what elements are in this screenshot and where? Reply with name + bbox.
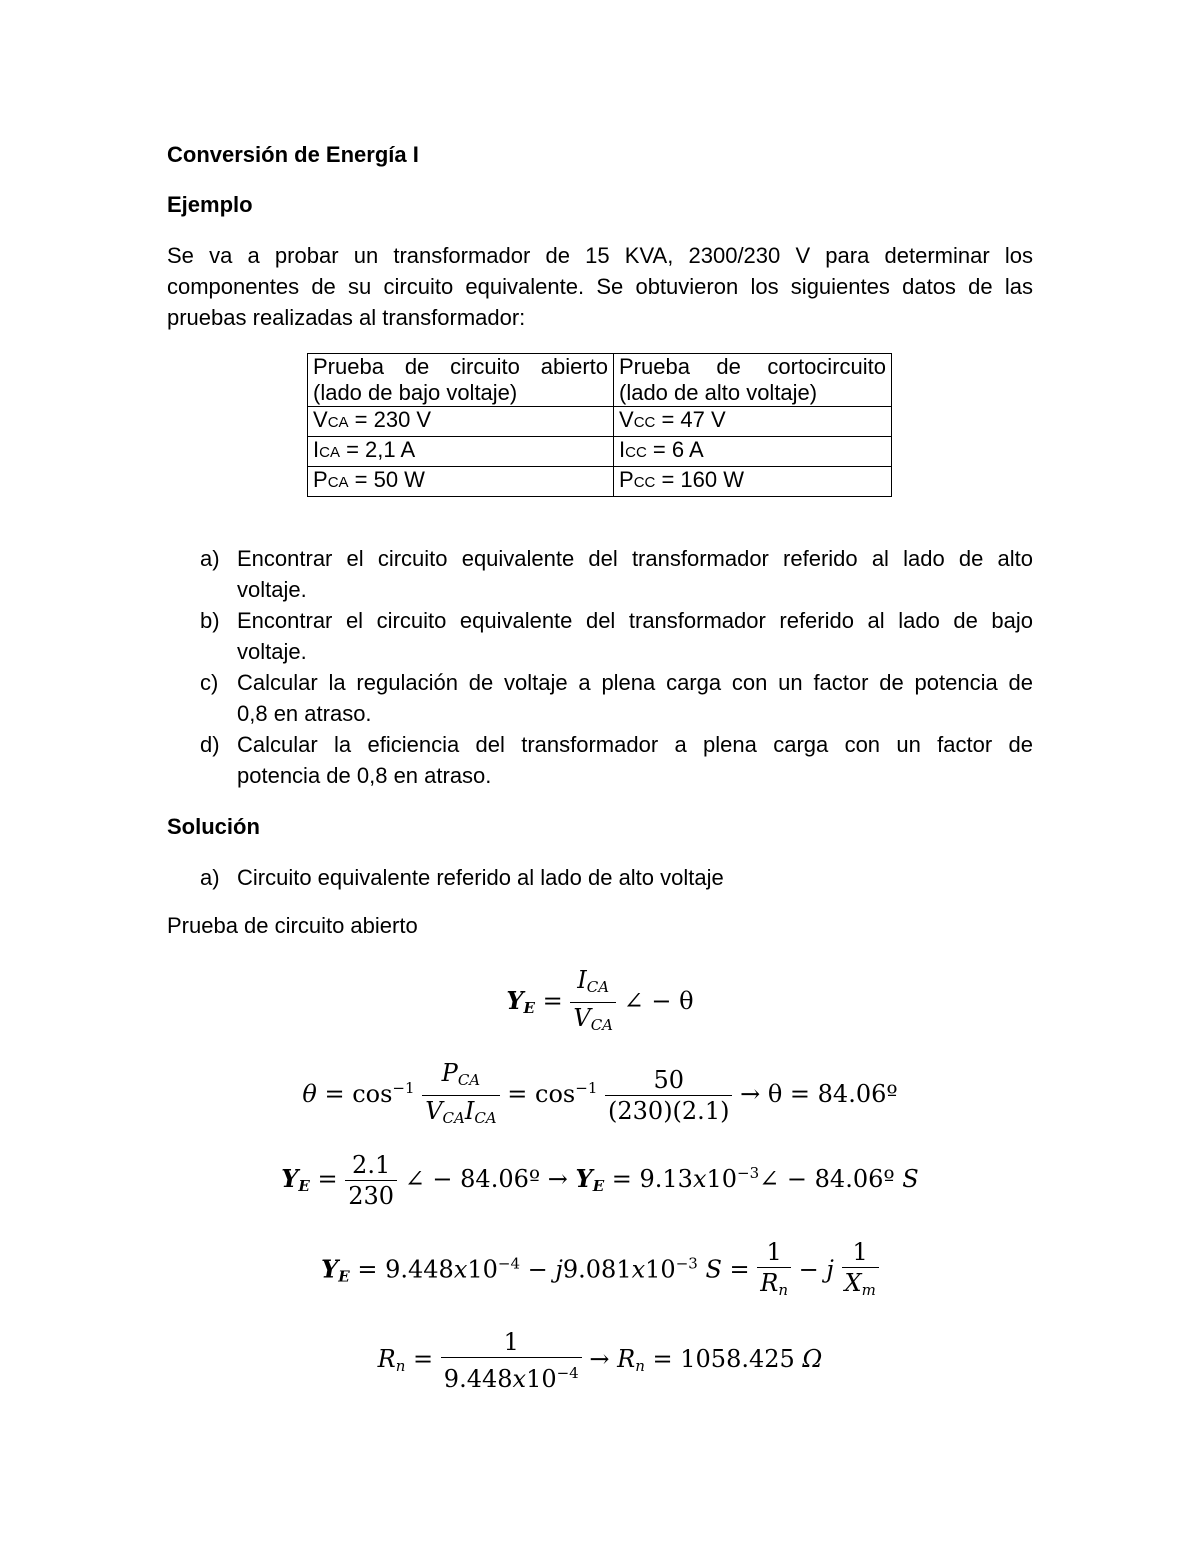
list-item-text: Calcular la eficiencia del transformador a plena carga con un factor de (237, 732, 1033, 757)
table-cell (308, 437, 614, 467)
cell-subscript: CC (625, 444, 647, 461)
list-item-label: b) (200, 608, 220, 633)
math-symbol: Y (506, 986, 524, 1015)
intro-line: componentes de su circuito equivalente. Se obtuvieron los siguientes datos de las (167, 274, 1033, 299)
table-row (308, 467, 892, 497)
list-item-text: Encontrar el circuito equivalente del transformador referido al lado de alto (237, 546, 1033, 571)
math-symbol: I (464, 1097, 475, 1125)
math-subscript: n (778, 1281, 789, 1299)
math-number: 10 (467, 1255, 498, 1284)
math-number: 1 (441, 1327, 582, 1358)
equation-admittance-def: $Y_E$ = $\frac{I_{CA}}{V_{CA}}$ ∠ − θ (0, 965, 1200, 1040)
table-header-cell (614, 354, 892, 407)
math-text: → θ = 84.06º (740, 1080, 898, 1108)
math-subscript: m (861, 1281, 876, 1299)
open-circuit-title: Prueba de circuito abierto (167, 913, 418, 938)
math-number: 2.1 (345, 1150, 397, 1181)
test-data-table (307, 353, 892, 497)
table-row (308, 407, 892, 437)
math-symbol: R (760, 1269, 779, 1297)
math-number: = 9.13 (611, 1165, 693, 1193)
math-text: → (589, 1345, 610, 1373)
cell-subscript: CA (327, 414, 349, 431)
list-item (200, 729, 1033, 791)
heading-example: Ejemplo (167, 192, 253, 217)
solution-list (200, 862, 1033, 893)
intro-line: pruebas realizadas al transformador: (167, 305, 526, 330)
math-number: = 1058.425 (652, 1345, 795, 1373)
math-text: − (791, 1255, 827, 1284)
math-symbol: Y (575, 1164, 593, 1193)
math-symbol: j (555, 1255, 563, 1284)
cell-value: = 47 V (655, 407, 726, 432)
heading-solution: Solución (167, 814, 260, 839)
math-fraction (345, 1150, 397, 1211)
math-text: − (520, 1255, 556, 1284)
math-symbol: j (826, 1255, 834, 1284)
intro-paragraph (167, 240, 1033, 333)
math-number: 1 (757, 1237, 791, 1268)
cell-symbol: P (313, 467, 328, 492)
list-item-label: d) (200, 732, 220, 757)
cell-symbol: V (313, 407, 328, 432)
math-symbol: P (441, 1059, 458, 1087)
math-superscript: −1 (392, 1079, 415, 1097)
table-header-row (308, 354, 892, 407)
math-number: 9.081 (562, 1255, 632, 1284)
cell-value: = 160 W (655, 467, 745, 492)
math-superscript: −1 (575, 1079, 598, 1097)
math-fraction (605, 1065, 732, 1126)
math-fraction (757, 1237, 791, 1305)
list-item-text: Encontrar el circuito equivalente del transformador referido al lado de bajo (237, 608, 1033, 633)
list-item-text: voltaje. (237, 577, 307, 602)
cell-subscript: CA (319, 444, 340, 461)
table-cell (614, 467, 892, 497)
header-text: (lado de alto voltaje) (619, 380, 818, 405)
math-subscript: n (395, 1357, 406, 1375)
table-cell (308, 467, 614, 497)
cell-symbol: I (619, 437, 626, 462)
math-text: cos (535, 1080, 576, 1108)
math-superscript: −4 (497, 1254, 521, 1273)
math-symbol: S (902, 1165, 919, 1193)
math-subscript: E (523, 999, 535, 1017)
math-symbol: I (577, 966, 587, 994)
intro-line: Se va a probar un transformador de 15 KVA, 2300/230 V para determinar los (167, 243, 1033, 268)
list-item-text: 0,8 en atraso. (237, 701, 372, 726)
math-symbol: θ (302, 1080, 317, 1108)
math-fraction (441, 1327, 582, 1394)
cell-symbol: I (313, 437, 320, 462)
cell-value: = 2,1 A (339, 437, 416, 462)
list-item (200, 862, 1033, 893)
math-symbol: V (425, 1097, 443, 1125)
math-subscript: E (298, 1177, 310, 1195)
equation-theta: $\theta = \cos^{-1}$ $\frac{P_{CA}}{V_{CA}I_{CA}}$ = $\cos^{-1}$ $\frac{50}{(230)(2.1)}$ → θ = 84.06º (0, 1058, 1200, 1133)
cell-value: = 50 W (348, 467, 425, 492)
math-number: 10 (645, 1255, 676, 1284)
math-symbol: x (631, 1255, 646, 1284)
math-text: cos (352, 1080, 393, 1108)
math-subscript: E (592, 1177, 605, 1195)
list-item-text: potencia de 0,8 en atraso. (237, 763, 492, 788)
cell-subscript: CC (633, 474, 656, 491)
table-header-cell (308, 354, 614, 407)
math-symbol: Ω (802, 1345, 823, 1373)
list-item-text: Circuito equivalente referido al lado de alto voltaje (237, 865, 724, 890)
equation-admittance-rect (0, 1237, 1200, 1305)
math-symbol: V (573, 1004, 591, 1032)
math-number: 1 (842, 1237, 879, 1268)
math-superscript: −3 (737, 1164, 760, 1182)
math-subscript: CA (457, 1071, 481, 1089)
math-symbol: Y (281, 1164, 299, 1193)
equation-admittance-value: $Y_E$ = $\frac{2.1}{230}$ ∠ − 84.06º → $Y_E$ = $9.13x10^{-3}\angle$ − 84.06º S (281, 1151, 919, 1210)
math-superscript: −3 (675, 1254, 698, 1273)
cell-symbol: V (619, 407, 634, 432)
math-fraction (422, 1058, 499, 1133)
list-item (200, 667, 1033, 729)
math-number: = 9.448 (357, 1255, 454, 1284)
math-number: (230)(2.1) (608, 1097, 730, 1125)
math-subscript: E (338, 1267, 350, 1286)
table-cell (308, 407, 614, 437)
math-symbol: X (844, 1269, 862, 1297)
list-item (200, 605, 1033, 667)
header-text: Prueba de circuito abierto (313, 354, 608, 379)
table-cell (614, 407, 892, 437)
cell-symbol: P (619, 467, 634, 492)
cell-value: = 230 V (348, 407, 432, 432)
math-subscript: CA (590, 1016, 614, 1034)
math-number: 10 (706, 1165, 738, 1193)
header-text: (lado de bajo voltaje) (313, 380, 518, 405)
table-row (308, 437, 892, 467)
list-item (200, 543, 1033, 605)
math-symbol: S (705, 1255, 722, 1284)
math-number: 9.448 (443, 1365, 513, 1393)
document-title: Conversión de Energía I (167, 142, 419, 167)
math-text: ∠ − 84.06º (759, 1165, 895, 1193)
math-symbol: x (453, 1255, 468, 1284)
math-subscript: CA (474, 1109, 497, 1127)
header-text: Prueba de cortocircuito (619, 354, 886, 379)
math-symbol: x (692, 1165, 707, 1193)
cell-subscript: CA (327, 474, 349, 491)
math-superscript: −4 (556, 1364, 579, 1382)
list-item-text: voltaje. (237, 639, 307, 664)
list-item-label: a) (200, 546, 220, 571)
table-cell (614, 437, 892, 467)
math-number: 10 (526, 1365, 557, 1393)
cell-subscript: CC (633, 414, 656, 431)
cell-value: = 6 A (646, 437, 704, 462)
list-item-label: a) (200, 865, 220, 890)
math-subscript: CA (442, 1109, 465, 1127)
math-fraction (842, 1237, 879, 1305)
equation-rn: $R_n$ = $\frac{1}{9.448x10^{-4}}$ → $R_n = 1058.425$ Ω (377, 1328, 823, 1393)
math-text: ∠ − θ (623, 987, 694, 1015)
math-symbol: R (377, 1345, 396, 1373)
math-text: ∠ − 84.06º → (404, 1165, 568, 1193)
math-subscript: n (635, 1357, 645, 1375)
list-item-text: Calcular la regulación de voltaje a plena carga con un factor de potencia de (237, 670, 1033, 695)
math-number: 50 (605, 1065, 732, 1096)
math-subscript: CA (586, 978, 610, 996)
math-number: 230 (348, 1182, 395, 1210)
math-symbol: R (617, 1345, 636, 1373)
math-fraction (570, 965, 616, 1040)
question-list (200, 543, 1033, 791)
math-symbol: Y (321, 1254, 339, 1284)
math-symbol: x (512, 1365, 527, 1393)
math-text: = (721, 1255, 758, 1284)
list-item-label: c) (200, 670, 219, 695)
